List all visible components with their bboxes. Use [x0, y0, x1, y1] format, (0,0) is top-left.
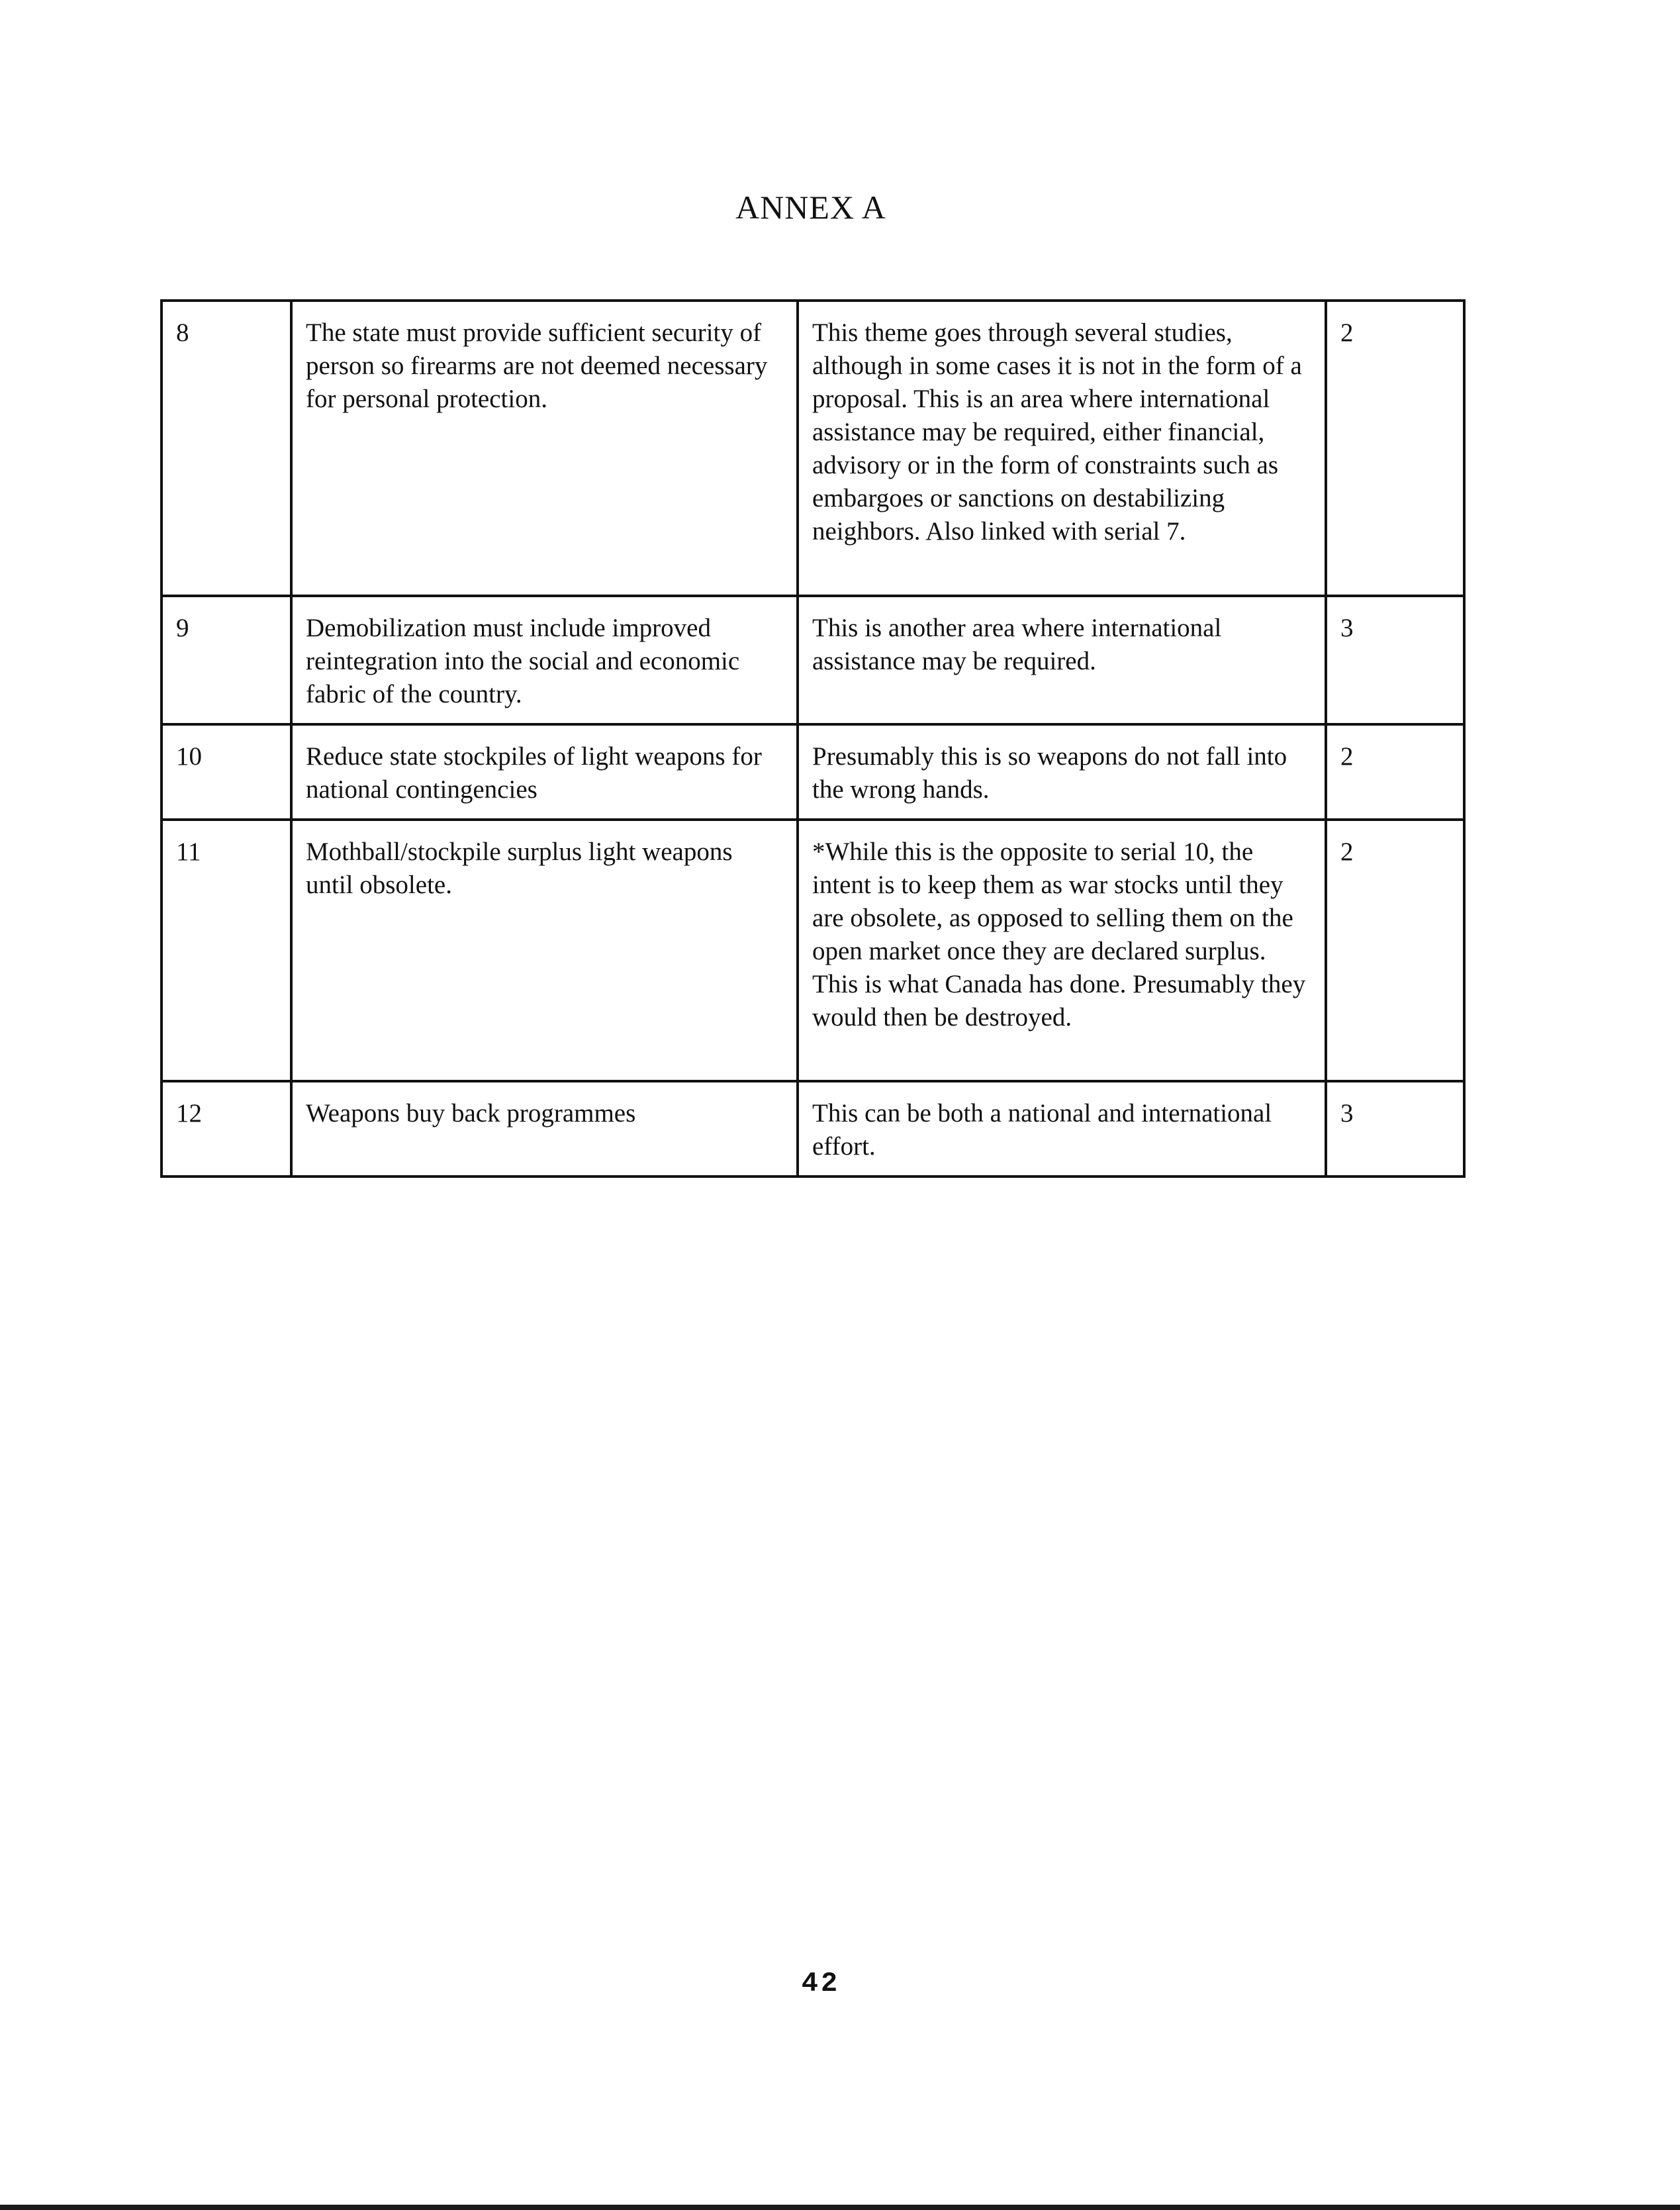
measure-cell: Mothball/stockpile surplus light weapons until obsolete.	[291, 820, 798, 1081]
serial-cell: 9	[162, 596, 291, 724]
table-row	[162, 301, 1464, 596]
measure-cell: The state must provide sufficient security of person so firearms are not deemed necessary for personal protection.	[291, 301, 798, 596]
comment-cell: This is another area where international assistance may be required.	[798, 596, 1326, 724]
measure-cell: Demobilization must include improved reintegration into the social and economic fabric of the country.	[291, 596, 798, 724]
comment-cell: This theme goes through several studies, although in some cases it is not in the form of a proposal. This is an area where international assistance may be required, either financial, advisory or in the form of constraints such as embargoes or sanctions on destabilizing neighbors. Also linked with serial 7.	[798, 301, 1326, 596]
page-number: 42	[801, 1968, 841, 1999]
serial-cell: 10	[162, 724, 291, 820]
rating-cell: 3	[1326, 1081, 1464, 1177]
measure-cell: Reduce state stockpiles of light weapons for national contingencies	[291, 724, 798, 820]
rating-cell: 2	[1326, 820, 1464, 1081]
table-row	[162, 596, 1464, 724]
rating-cell: 2	[1326, 724, 1464, 820]
serial-cell: 11	[162, 820, 291, 1081]
comment-cell: *While this is the opposite to serial 10, the intent is to keep them as war stocks until they are obsolete, as opposed to selling them on the open market once they are declared surplus. This is what Canada has done. Presumably they would then be destroyed.	[798, 820, 1326, 1081]
measure-cell: Weapons buy back programmes	[291, 1081, 798, 1177]
table-row	[162, 724, 1464, 820]
page-heading: ANNEX A	[735, 189, 886, 226]
rating-cell: 2	[1326, 301, 1464, 596]
annex-table	[160, 299, 1466, 1178]
comment-cell: Presumably this is so weapons do not fall into the wrong hands.	[798, 724, 1326, 820]
rating-cell: 3	[1326, 596, 1464, 724]
scan-edge-divider	[0, 2205, 1680, 2210]
serial-cell: 12	[162, 1081, 291, 1177]
table-row	[162, 1081, 1464, 1177]
serial-cell: 8	[162, 301, 291, 596]
comment-cell: This can be both a national and international effort.	[798, 1081, 1326, 1177]
table-row	[162, 820, 1464, 1081]
